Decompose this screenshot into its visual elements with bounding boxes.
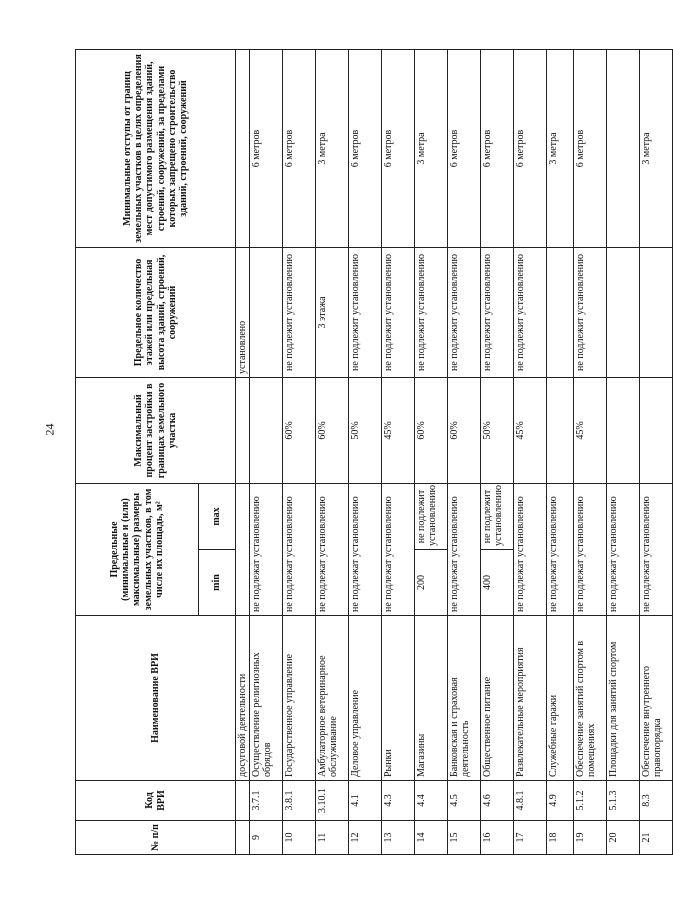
- header-code: Код ВРИ: [76, 781, 236, 821]
- table-row: [481, 49, 514, 854]
- table-row: [514, 49, 547, 854]
- header-name: Наименование ВРИ: [76, 616, 236, 781]
- row-code: 5.1.2: [574, 781, 607, 821]
- row-number: 19: [574, 821, 607, 855]
- header-number: № п/п: [76, 821, 236, 855]
- row-code: 8.3: [640, 781, 673, 821]
- row-name: Рынки: [382, 616, 415, 781]
- table-row: [574, 49, 607, 854]
- row-floors: не подлежит установлению: [481, 247, 514, 377]
- row-name: Развлекательные мероприятия: [514, 616, 547, 781]
- continued-floors-cell: установлено: [236, 247, 250, 377]
- row-percent: 60%: [316, 377, 349, 483]
- row-floors: [607, 247, 640, 377]
- row-floors: не подлежит установлению: [415, 247, 448, 377]
- row-number: 17: [514, 821, 547, 855]
- row-number: 11: [316, 821, 349, 855]
- row-sizes: не подлежат установлению: [547, 483, 574, 615]
- row-floors: не подлежит установлению: [514, 247, 547, 377]
- row-name: Деловое управление: [349, 616, 382, 781]
- table-row: [316, 49, 349, 854]
- row-sizes: не подлежат установлению: [349, 483, 382, 615]
- row-number: 15: [448, 821, 481, 855]
- row-setbacks: 3 метра: [316, 49, 349, 247]
- table-cell: [236, 377, 250, 483]
- row-percent: [250, 377, 283, 483]
- row-code: 4.1: [349, 781, 382, 821]
- header-setbacks: Минимальные отступы от границ земельных участков в целях определения мест допустимого размещения зданий, строений, сооружений, за пределами которых запрещено строительство зданий, строений, сооружений: [76, 49, 236, 247]
- row-number: 9: [250, 821, 283, 855]
- table-row: [382, 49, 415, 854]
- row-setbacks: 6 метров: [448, 49, 481, 247]
- row-sizes: не подлежат установлению: [640, 483, 673, 615]
- row-code: 4.9: [547, 781, 574, 821]
- header-plot-sizes: Предельные (минимальные и (или) максимальные) размеры земельных участков, в том числе их площадь, м²: [76, 483, 199, 615]
- table-row: [349, 49, 382, 854]
- header-build-percent: Максимальный процент застройки в границах земельного участка: [76, 377, 236, 483]
- row-sizes: не подлежат установлению: [448, 483, 481, 615]
- row-number: 12: [349, 821, 382, 855]
- row-number: 20: [607, 821, 640, 855]
- row-percent: 60%: [448, 377, 481, 483]
- row-setbacks: 6 метров: [382, 49, 415, 247]
- row-name: Обеспечение занятий спортом в помещениях: [574, 616, 607, 781]
- row-setbacks: 6 метров: [349, 49, 382, 247]
- row-floors: не подлежит установлению: [574, 247, 607, 377]
- row-code: 4.8.1: [514, 781, 547, 821]
- row-floors: [547, 247, 574, 377]
- row-min: 200: [415, 550, 448, 616]
- row-sizes: не подлежат установлению: [607, 483, 640, 615]
- row-name: Общественное питание: [481, 616, 514, 781]
- row-percent: 60%: [283, 377, 316, 483]
- row-code: 4.4: [415, 781, 448, 821]
- table-cell: [236, 49, 250, 247]
- table-cell: [236, 483, 250, 615]
- row-name: Обеспечение внутреннего правопорядка: [640, 616, 673, 781]
- row-percent: [607, 377, 640, 483]
- row-code: 3.7.1: [250, 781, 283, 821]
- row-floors: 3 этажа: [316, 247, 349, 377]
- row-sizes: не подлежат установлению: [283, 483, 316, 615]
- row-percent: 45%: [574, 377, 607, 483]
- row-percent: 50%: [481, 377, 514, 483]
- row-floors: не подлежит установлению: [349, 247, 382, 377]
- header-min: min: [199, 550, 236, 616]
- table-row: [547, 49, 574, 854]
- header-max: max: [199, 483, 236, 549]
- row-number: 16: [481, 821, 514, 855]
- row-percent: [640, 377, 673, 483]
- row-setbacks: 6 метров: [574, 49, 607, 247]
- table-row: [448, 49, 481, 854]
- row-sizes: не подлежат установлению: [250, 483, 283, 615]
- row-setbacks: 6 метров: [514, 49, 547, 247]
- row-floors: [250, 247, 283, 377]
- row-percent: 60%: [415, 377, 448, 483]
- row-sizes: не подлежат установлению: [316, 483, 349, 615]
- row-floors: не подлежит установлению: [283, 247, 316, 377]
- row-name: Площадки для занятий спортом: [607, 616, 640, 781]
- row-number: 10: [283, 821, 316, 855]
- row-setbacks: 3 метра: [547, 49, 574, 247]
- row-code: 4.3: [382, 781, 415, 821]
- row-percent: 45%: [382, 377, 415, 483]
- row-setbacks: 6 метров: [481, 49, 514, 247]
- row-setbacks: 3 метра: [640, 49, 673, 247]
- row-name: Государственное управление: [283, 616, 316, 781]
- row-setbacks: 6 метров: [250, 49, 283, 247]
- row-number: 14: [415, 821, 448, 855]
- row-floors: [640, 247, 673, 377]
- row-name: Банковская и страховая деятельность: [448, 616, 481, 781]
- continued-name-cell: досуговой деятельности: [236, 616, 250, 781]
- row-number: 18: [547, 821, 574, 855]
- table-row: [283, 49, 316, 854]
- row-code: 4.5: [448, 781, 481, 821]
- page-number: 24: [42, 423, 57, 436]
- table-row: [415, 49, 448, 854]
- table-row: [607, 49, 640, 854]
- table-row: [250, 49, 283, 854]
- row-setbacks: [607, 49, 640, 247]
- row-sizes: не подлежат установлению: [382, 483, 415, 615]
- rotated-table-container: [75, 50, 664, 855]
- row-sizes: не подлежат установлению: [514, 483, 547, 615]
- row-name: Осуществление религиозных обрядов: [250, 616, 283, 781]
- row-percent: [547, 377, 574, 483]
- row-name: Служебные гаражи: [547, 616, 574, 781]
- row-setbacks: 6 метров: [283, 49, 316, 247]
- row-min: 400: [481, 550, 514, 616]
- row-percent: 45%: [514, 377, 547, 483]
- row-number: 13: [382, 821, 415, 855]
- row-setbacks: 3 метра: [415, 49, 448, 247]
- row-code: 3.10.1: [316, 781, 349, 821]
- row-percent: 50%: [349, 377, 382, 483]
- table-row: [640, 49, 673, 854]
- table-cell: [236, 781, 250, 821]
- row-sizes: не подлежат установлению: [574, 483, 607, 615]
- row-max: не подлежит установлению: [415, 483, 448, 549]
- row-name: Амбулаторное ветеринарное обслуживание: [316, 616, 349, 781]
- row-name: Магазины: [415, 616, 448, 781]
- header-floors: Предельное количество этажей или предельная высота зданий, строений, сооружений: [76, 247, 236, 377]
- table-cell: [236, 821, 250, 855]
- row-code: 3.8.1: [283, 781, 316, 821]
- row-floors: не подлежит установлению: [382, 247, 415, 377]
- row-number: 21: [640, 821, 673, 855]
- row-max: не подлежит установлению: [481, 483, 514, 549]
- row-code: 4.6: [481, 781, 514, 821]
- row-code: 5.1.3: [607, 781, 640, 821]
- row-floors: не подлежит установлению: [448, 247, 481, 377]
- zoning-parameters-table: [75, 49, 673, 855]
